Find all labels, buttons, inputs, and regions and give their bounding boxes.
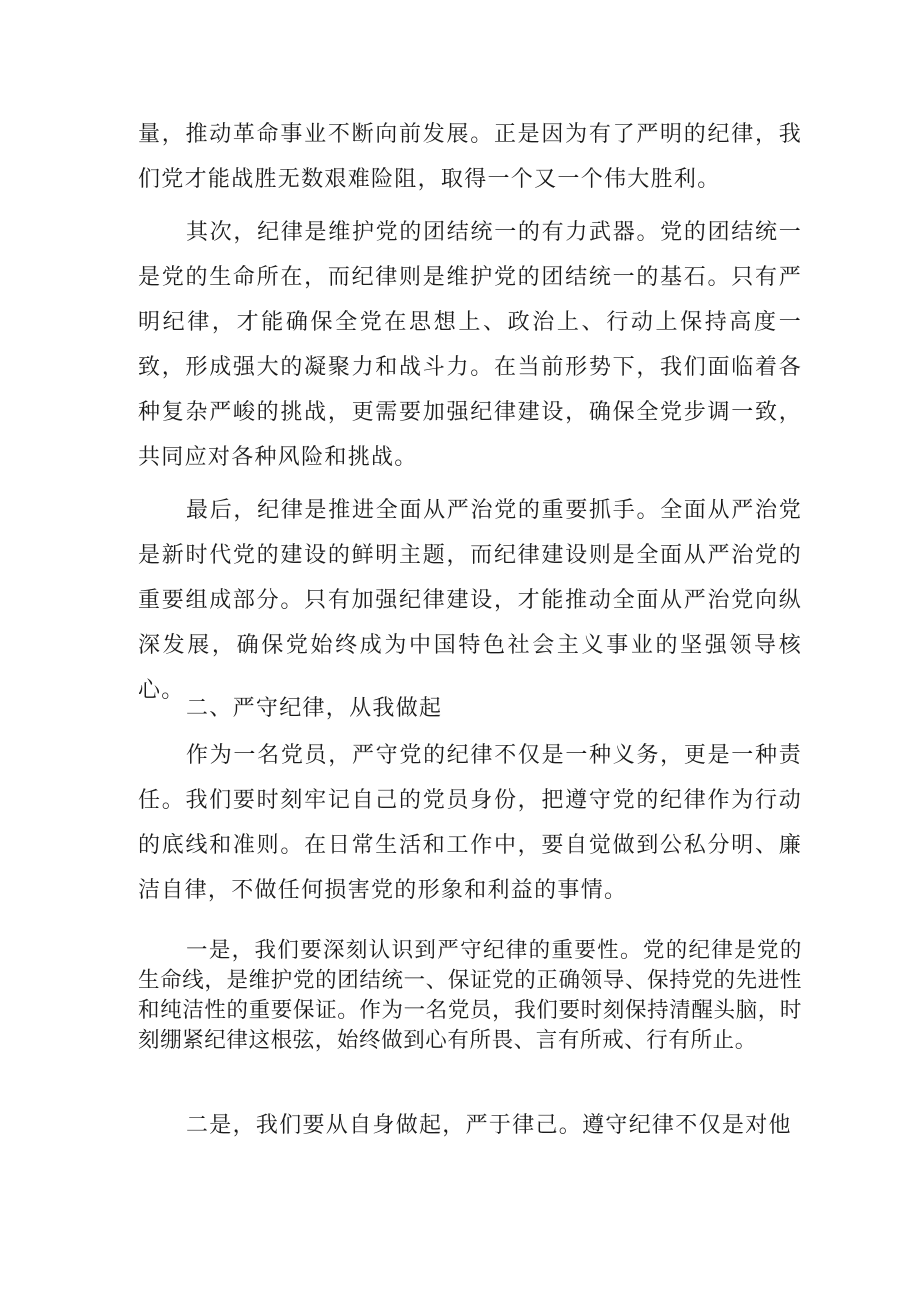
paragraph-finally: 最后，纪律是推进全面从严治党的重要抓手。全面从严治党是新时代党的建设的鲜明主题，而纪律建设则是全面从严治党的重要组成部分。只有加强纪律建设，才能推动全面从严治党向纵深发展，确保党始终成为中国特色社会主义事业的坚强领导核心。 — [138, 498, 802, 703]
paragraph-first-point: 一是，我们要深刻认识到严守纪律的重要性。党的纪律是党的生命线，是维护党的团结统一、保证党的正确领导、保持党的先进性和纯洁性的重要保证。作为一名党员，我们要时刻保持清醒头脑，时刻绷紧纪律这根弦，始终做到心有所畏、言有所戒、行有所止。 — [138, 938, 802, 1053]
paragraph-as-party-member: 作为一名党员，严守党的纪律不仅是一种义务，更是一种责任。我们要时刻牢记自己的党员身份，把遵守党的纪律作为行动的底线和准则。在日常生活和工作中，要自觉做到公私分明、廉洁自律，不做任何损害党的形象和利益的事情。 — [138, 743, 802, 903]
paragraph-second-point: 二是，我们要从自身做起，严于律己。遵守纪律不仅是对他 — [186, 1113, 792, 1138]
paragraph-continuation: 量，推动革命事业不断向前发展。正是因为有了严明的纪律，我们党才能战胜无数艰难险阻，取得一个又一个伟大胜利。 — [138, 122, 802, 192]
paragraph-secondly: 其次，纪律是维护党的团结统一的有力武器。党的团结统一是党的生命所在，而纪律则是维护党的团结统一的基石。只有严明纪律，才能确保全党在思想上、政治上、行动上保持高度一致，形成强大的凝聚力和战斗力。在当前形势下，我们面临着各种复杂严峻的挑战，更需要加强纪律建设，确保全党步调一致，共同应对各种风险和挑战。 — [138, 220, 802, 470]
section-heading: 二、严守纪律，从我做起 — [186, 696, 443, 721]
